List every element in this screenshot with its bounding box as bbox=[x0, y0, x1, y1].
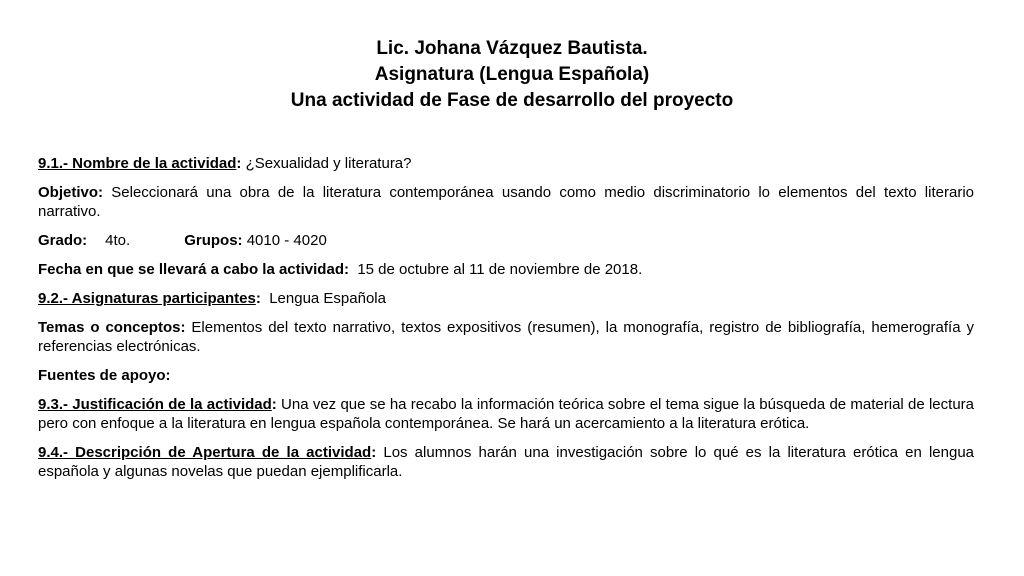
grade-label: Grado: bbox=[38, 232, 88, 249]
justification-colon: : bbox=[271, 396, 277, 413]
author-line: Lic. Johana Vázquez Bautista. bbox=[376, 38, 648, 59]
activity-name-value: ¿Sexualidad y literatura? bbox=[241, 155, 412, 172]
activity-name-paragraph bbox=[38, 154, 974, 173]
sources-label: Fuentes de apoyo: bbox=[38, 367, 171, 384]
description-value: Los alumnos harán una investigación sobre lo qué es la literatura erótica en lengua española y algunas novelas que puedan ejemplificarla. bbox=[38, 444, 975, 480]
activity-title-line: Una actividad de Fase de desarrollo del proyecto bbox=[290, 90, 734, 111]
topics-paragraph bbox=[38, 318, 974, 356]
subjects-paragraph bbox=[38, 289, 974, 308]
groups-value: 4010 - 4020 bbox=[242, 232, 327, 249]
description-label: 9.4.- Descripción de Apertura de la actividad bbox=[38, 444, 372, 461]
subject-line: Asignatura (Lengua Española) bbox=[374, 64, 650, 85]
justification-label: 9.3.- Justificación de la actividad bbox=[38, 396, 272, 413]
grade-paragraph bbox=[38, 231, 974, 250]
date-label: Fecha en que se llevará a cabo la actividad bbox=[38, 261, 344, 278]
document-header bbox=[0, 36, 1024, 114]
sources-paragraph bbox=[38, 366, 974, 385]
grade-value: 4to. bbox=[105, 232, 131, 249]
description-colon: : bbox=[371, 444, 377, 461]
date-value: 15 de octubre al 11 de noviembre de 2018. bbox=[348, 261, 643, 278]
date-colon: : bbox=[343, 261, 349, 278]
topics-value: Elementos del texto narrativo, textos expositivos (resumen), la monografía, registro de bibliografía, hemerografía y referencias electrónicas. bbox=[38, 319, 974, 355]
activity-name-colon: : bbox=[236, 155, 242, 172]
justification-paragraph bbox=[38, 395, 974, 433]
activity-name-label: 9.1.- Nombre de la actividad bbox=[38, 155, 237, 172]
objective-value: Seleccionará una obra de la literatura contemporánea usando como medio discriminatorio lo elementos del texto literario narrativo. bbox=[38, 184, 974, 220]
subjects-label: 9.2.- Asignaturas participantes bbox=[38, 290, 256, 307]
description-paragraph bbox=[38, 443, 974, 481]
subjects-colon: : bbox=[255, 290, 261, 307]
subjects-value: Lengua Española bbox=[260, 290, 386, 307]
objective-paragraph bbox=[38, 183, 974, 221]
date-paragraph bbox=[38, 260, 974, 279]
objective-label: Objetivo: bbox=[38, 184, 104, 201]
document-body bbox=[38, 154, 974, 481]
groups-label: Grupos: bbox=[184, 232, 243, 249]
justification-value: Una vez que se ha recabo la información teórica sobre el tema sigue la búsqueda de material de lectura pero con enfoque a la literatura en lengua española contemporánea. Se hará un acercamiento a la literatura erótica. bbox=[38, 396, 974, 432]
topics-label: Temas o conceptos: bbox=[38, 319, 186, 336]
